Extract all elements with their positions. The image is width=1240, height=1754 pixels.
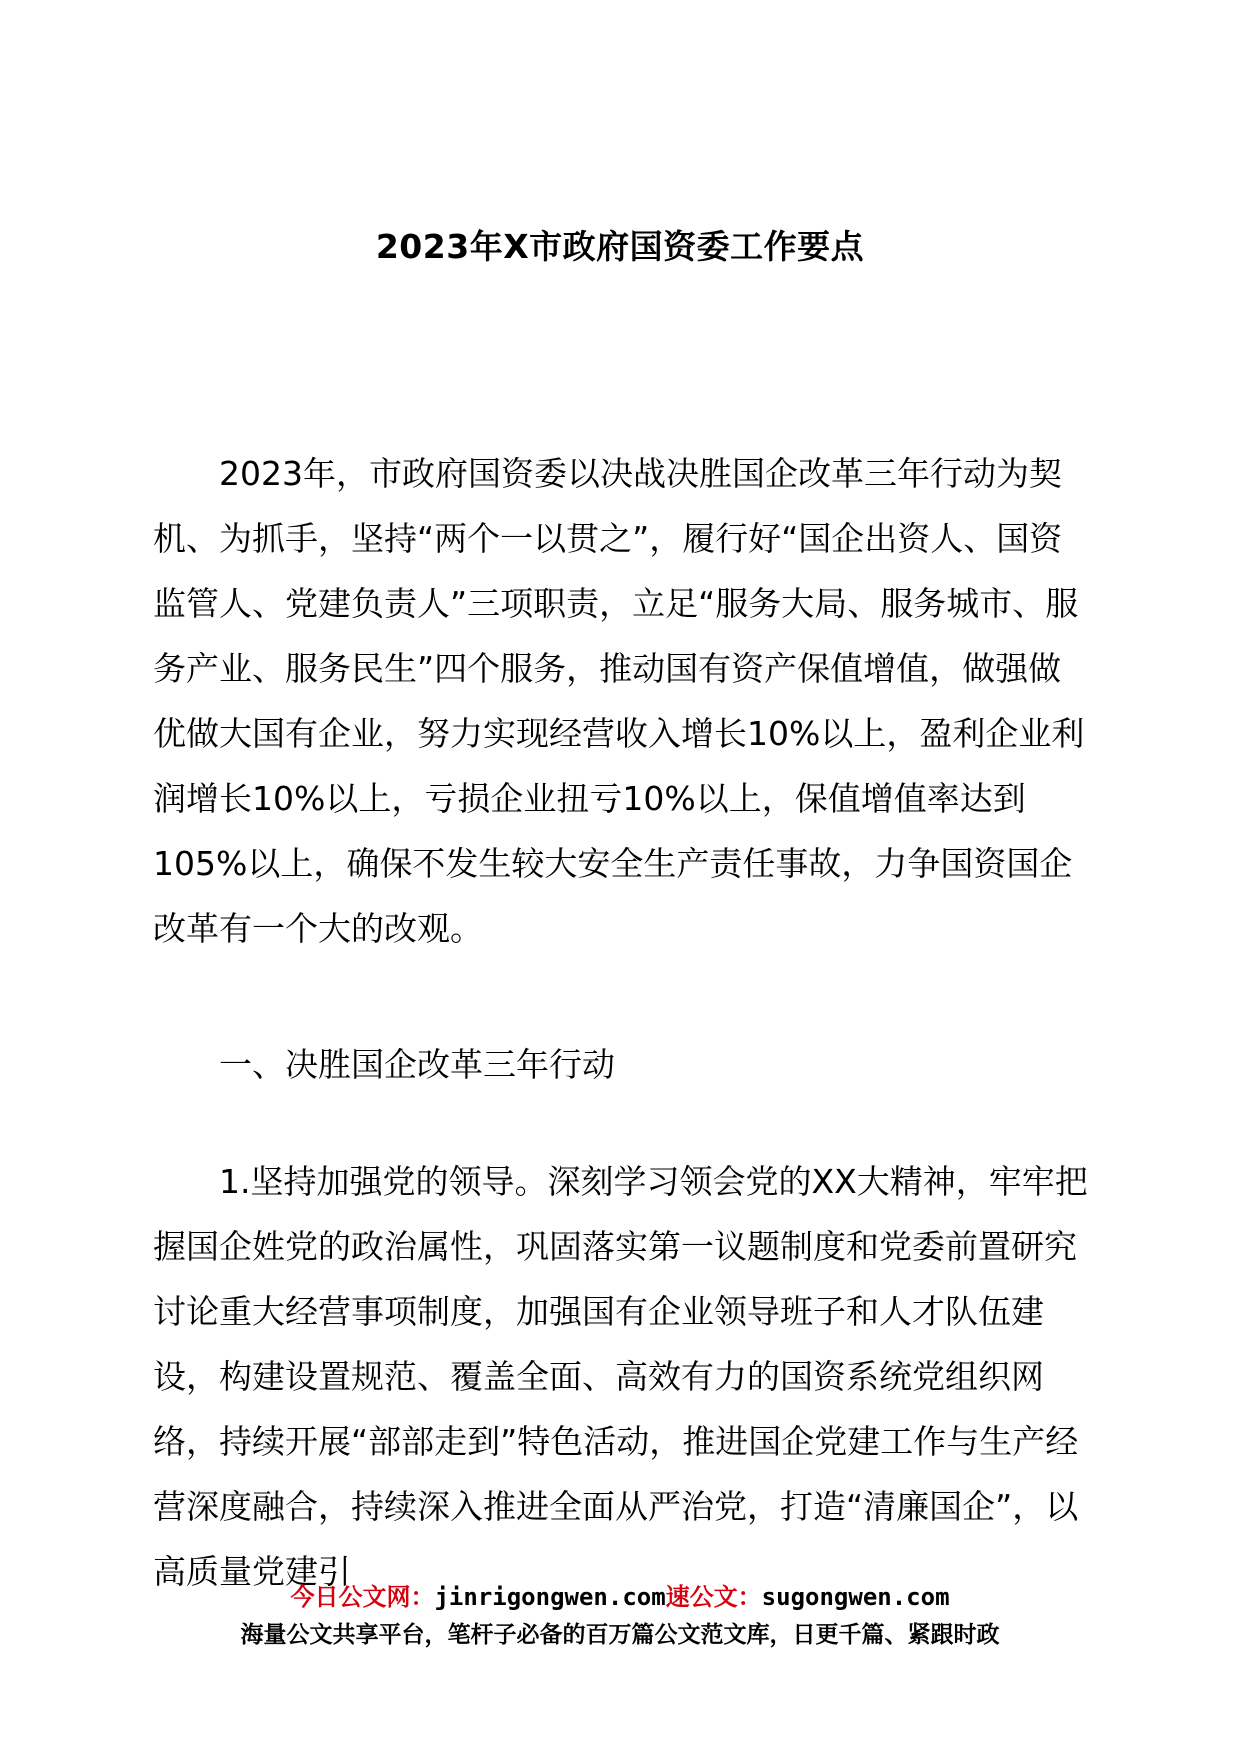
footer-banner — [0, 1579, 1240, 1655]
item-paragraph — [153, 1149, 1093, 1604]
site1-url-link[interactable]: jinrigongwen.com — [434, 1583, 666, 1611]
footer-tagline: 海量公文共享平台，笔杆子必备的百万篇公文范文库，日更千篇、紧跟时政 — [240, 1622, 1000, 1648]
site2-url-link[interactable]: sugongwen.com — [761, 1583, 950, 1611]
site2-name: 速公文： — [665, 1583, 762, 1611]
site1-name: 今日公文网： — [290, 1583, 435, 1611]
item-paragraph-text: 1.坚持加强党的领导。深刻学习领会党的XX大精神，牢牢把握国企姓党的政治属性，巩固落实第一议题制度和党委前置研究讨论重大经营事项制度，加强国有企业领导班子和人才队伍建设，构建设置规范、覆盖全面、高效有力的国资系统党组织网络，持续开展“部部走到”特色活动，推进国企党建工作与生产经营深度融合，持续深入推进全面从严治党，打造“清廉国企”，以高质量党建引 — [153, 1162, 1088, 1591]
intro-paragraph-text: 2023年，市政府国资委以决战决胜国企改革三年行动为契机、为抓手，坚持“两个一以贯之”，履行好“国企出资人、国资监管人、党建负责人”三项职责，立足“服务大局、服务城市、服务产业、服务民生”四个服务，推动国有资产保值增值，做强做优做大国有企业，努力实现经营收入增长10%以上，盈利企业利润增长10%以上，亏损企业扭亏10%以上，保值增值率达到105%以上，确保不发生较大安全生产责任事故，力争国资国企改革有一个大的改观。 — [153, 454, 1085, 948]
footer-links-line — [0, 1579, 1240, 1615]
section-heading-text: 一、决胜国企改革三年行动 — [219, 1045, 615, 1084]
section-heading — [153, 1032, 1093, 1097]
page-title: 2023年X市政府国资委工作要点 — [375, 227, 865, 266]
intro-paragraph — [153, 441, 1093, 961]
